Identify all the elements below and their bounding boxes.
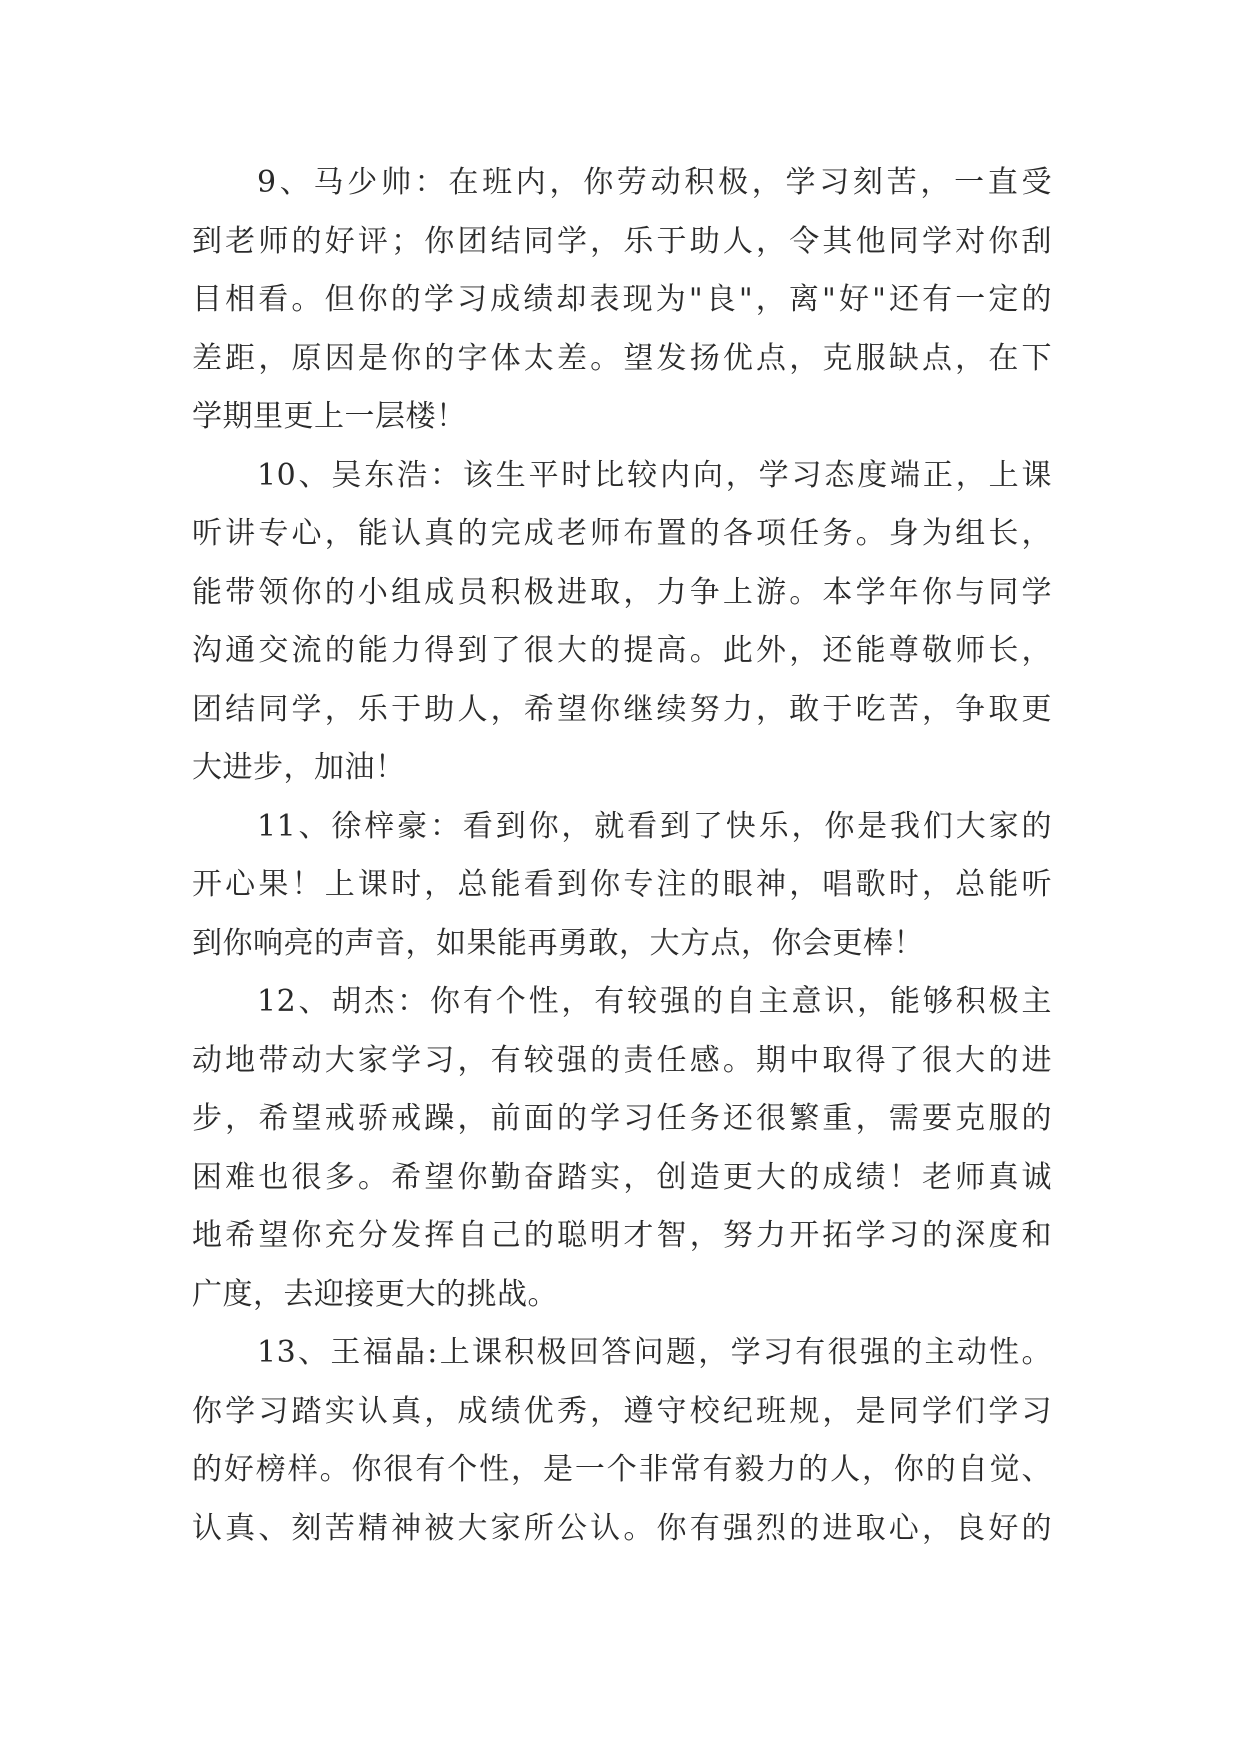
text-line: 学期里更上一层楼！	[192, 399, 467, 434]
paragraph-13	[192, 1324, 1052, 1558]
text-line: 目相看。但你的学习成绩却表现为"良"，离"好"还有一定的	[192, 282, 1052, 317]
text-line: 步，希望戒骄戒躁，前面的学习任务还很繁重，需要克服的	[192, 1101, 1052, 1136]
text-line: 认真、刻苦精神被大家所公认。你有强烈的进取心，良好的	[192, 1510, 1052, 1546]
text-line: 你学习踏实认真，成绩优秀，遵守校纪班规，是同学们学习	[192, 1393, 1052, 1429]
text-line: 团结同学，乐于助人，希望你继续努力，敢于吃苦，争取更	[192, 691, 1052, 727]
paragraph-10	[192, 447, 1052, 798]
text-line: 的好榜样。你很有个性，是一个非常有毅力的人，你的自觉、	[192, 1452, 1052, 1487]
text-line: 10、吴东浩：该生平时比较内向，学习态度端正，上课	[257, 457, 1052, 493]
text-line: 9、马少帅：在班内，你劳动积极，学习刻苦，一直受	[257, 165, 1052, 200]
paragraph-11	[192, 798, 1052, 974]
text-line: 到老师的好评；你团结同学，乐于助人，令其他同学对你刮	[192, 223, 1052, 259]
paragraph-12	[192, 973, 1052, 1324]
text-line: 广度，去迎接更大的挑战。	[192, 1276, 558, 1312]
text-line: 开心果！上课时，总能看到你专注的眼神，唱歌时，总能听	[192, 867, 1052, 902]
text-line: 听讲专心，能认真的完成老师布置的各项任务。身为组长，	[192, 516, 1052, 551]
text-line: 能带领你的小组成员积极进取，力争上游。本学年你与同学	[192, 574, 1052, 610]
document-page	[192, 154, 1052, 1558]
text-line: 11、徐梓豪：看到你，就看到了快乐，你是我们大家的	[257, 808, 1052, 844]
paragraph-9	[192, 154, 1052, 447]
text-line: 沟通交流的能力得到了很大的提高。此外，还能尊敬师长，	[192, 633, 1052, 668]
text-line: 动地带动大家学习，有较强的责任感。期中取得了很大的进	[192, 1042, 1052, 1078]
text-line: 到你响亮的声音，如果能再勇敢，大方点，你会更棒！	[192, 925, 924, 961]
text-line: 差距，原因是你的字体太差。望发扬优点，克服缺点，在下	[192, 340, 1052, 376]
text-line: 困难也很多。希望你勤奋踏实，创造更大的成绩！老师真诚	[192, 1159, 1052, 1195]
text-line: 大进步，加油！	[192, 750, 406, 785]
text-line: 地希望你充分发挥自己的聪明才智，努力开拓学习的深度和	[192, 1218, 1052, 1253]
text-line: 13、王福晶:上课积极回答问题，学习有很强的主动性。	[257, 1335, 1052, 1370]
text-line: 12、胡杰：你有个性，有较强的自主意识，能够积极主	[257, 984, 1052, 1019]
